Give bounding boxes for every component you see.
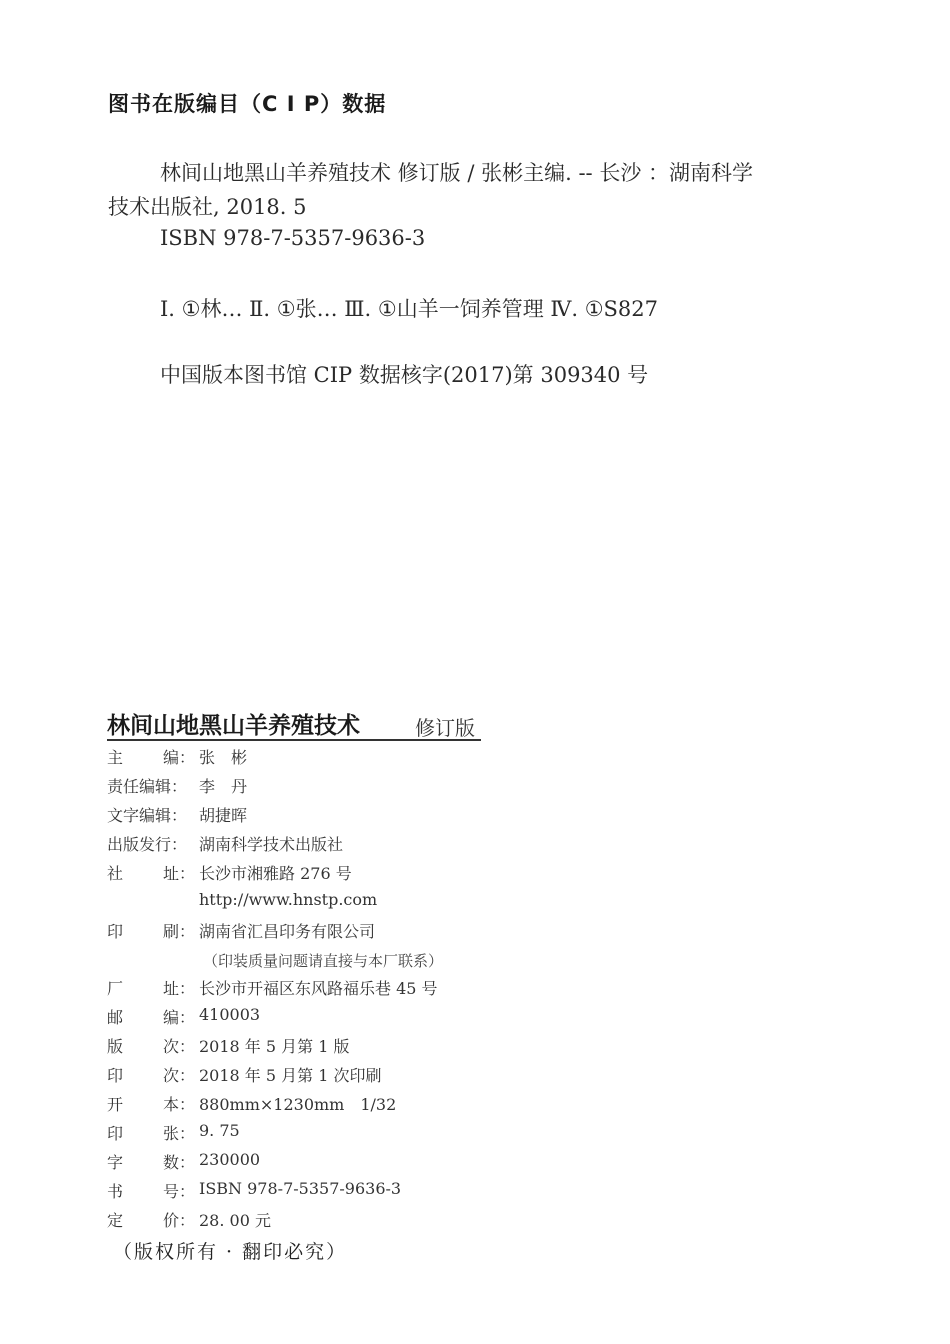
colophon-row-label <box>107 803 199 826</box>
cip-publisher-line: 技术出版社, 2018. 5 <box>108 195 307 219</box>
label-char: 书 <box>107 1182 124 1201</box>
colophon-row-value: 2018 年 5 月第 1 版 <box>199 1037 350 1056</box>
label-char: 编： <box>163 1008 196 1027</box>
cip-check-number: 中国版本图书馆 CIP 数据核字(2017)第 309340 号 <box>160 363 649 387</box>
label-char: 开 <box>107 1095 124 1114</box>
label-char: 数： <box>163 1153 196 1172</box>
label-char: 址： <box>163 864 196 883</box>
label-char: 定 <box>107 1211 124 1230</box>
copyright-notice: （版权所有 · 翻印必究） <box>113 1241 348 1263</box>
label-char: 次： <box>163 1037 196 1056</box>
colophon-title-bar <box>107 707 481 741</box>
colophon-row-label <box>107 832 199 855</box>
label-char: 本： <box>163 1095 196 1114</box>
colophon-row-value: 胡捷晖 <box>199 806 248 825</box>
label-char: 编： <box>163 748 196 767</box>
colophon-row-value: 李 丹 <box>199 777 248 796</box>
label-text: 责任编辑： <box>107 777 188 796</box>
label-char: 号： <box>163 1182 196 1201</box>
colophon-row-value: 长沙市湘雅路 276 号 <box>199 864 352 883</box>
label-char: 社 <box>107 864 124 883</box>
label-char: 主 <box>107 748 124 767</box>
colophon-row-value: 张 彬 <box>199 748 248 767</box>
book-edition: 修订版 <box>415 716 475 740</box>
label-char: 价： <box>163 1211 196 1230</box>
cip-isbn: ISBN 978-7-5357-9636-3 <box>160 226 426 250</box>
label-char: 印 <box>107 922 124 941</box>
colophon-row-value: ISBN 978-7-5357-9636-3 <box>199 1179 402 1198</box>
book-title: 林间山地黑山羊养殖技术 <box>107 713 360 739</box>
print-quality-note: （印装质量问题请直接与本厂联系） <box>203 952 444 970</box>
label-text: 出版发行： <box>107 835 188 854</box>
label-char: 字 <box>107 1153 124 1172</box>
label-char: 印 <box>107 1066 124 1085</box>
colophon-row-value: 410003 <box>199 1005 261 1024</box>
colophon-row-value: 湖南省汇昌印务有限公司 <box>199 922 376 941</box>
label-char: 印 <box>107 1124 124 1143</box>
colophon-row-value: 2018 年 5 月第 1 次印刷 <box>199 1066 382 1085</box>
colophon-row-label <box>107 774 199 797</box>
colophon-row-value: 长沙市开福区东风路福乐巷 45 号 <box>199 979 438 998</box>
colophon-row-value: 9. 75 <box>199 1121 240 1140</box>
colophon-row-value: http://www.hnstp.com <box>199 890 378 909</box>
colophon-row-value: 28. 00 元 <box>199 1211 271 1230</box>
label-char: 张： <box>163 1124 196 1143</box>
label-char: 厂 <box>107 979 124 998</box>
colophon-row-value: 880mm×1230mm 1/32 <box>199 1095 397 1114</box>
colophon-row-value: 230000 <box>199 1150 261 1169</box>
label-char: 址： <box>163 979 196 998</box>
cip-classification: Ⅰ. ①林… Ⅱ. ①张… Ⅲ. ①山羊一饲养管理 Ⅳ. ①S827 <box>160 297 659 321</box>
label-char: 次： <box>163 1066 196 1085</box>
label-char: 版 <box>107 1037 124 1056</box>
label-char: 刷： <box>163 922 196 941</box>
label-char: 邮 <box>107 1008 124 1027</box>
cip-heading: 图书在版编目（C I P）数据 <box>108 92 387 116</box>
cip-title-line: 林间山地黑山羊养殖技术 修订版 / 张彬主编. -- 长沙 ：湖南科学 <box>160 161 753 185</box>
label-text: 文字编辑： <box>107 806 188 825</box>
colophon-row-value: 湖南科学技术出版社 <box>199 835 344 854</box>
